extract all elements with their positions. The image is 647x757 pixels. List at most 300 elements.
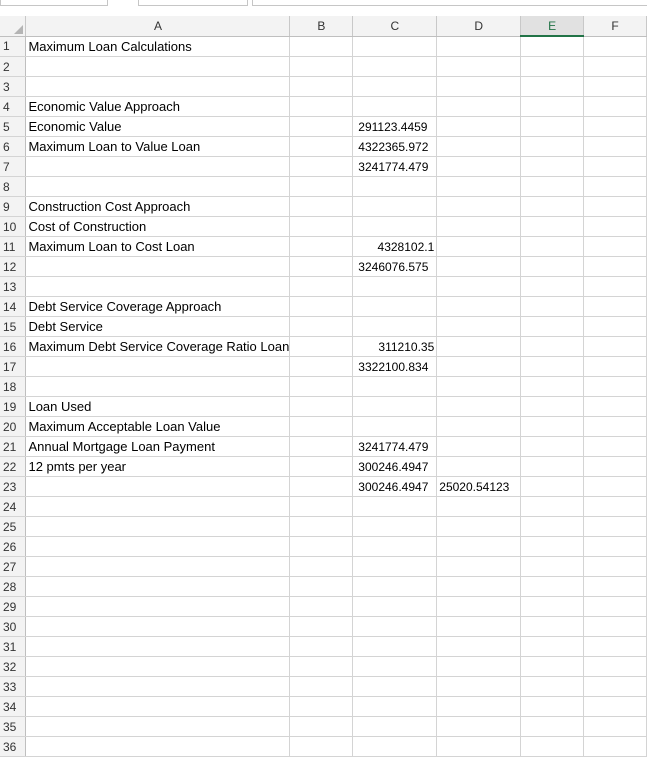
cell-f[interactable] (584, 97, 647, 117)
cell-b[interactable] (290, 257, 353, 277)
cell-b[interactable] (290, 637, 353, 657)
table-row (0, 537, 647, 557)
cell-e[interactable] (521, 457, 584, 477)
cell-e[interactable] (521, 617, 584, 637)
formula-bar-strip (0, 0, 647, 16)
cell-d[interactable] (437, 437, 521, 457)
cell-a[interactable] (26, 577, 290, 597)
cell-d[interactable] (437, 417, 521, 437)
cell-f[interactable] (584, 557, 647, 577)
cell-e[interactable] (521, 397, 584, 417)
cell-d[interactable] (437, 36, 521, 57)
cell-c[interactable] (353, 637, 437, 657)
cell-e[interactable] (521, 297, 584, 317)
cell-d[interactable] (437, 337, 521, 357)
cell-c[interactable] (353, 417, 437, 437)
cell-e[interactable] (521, 717, 584, 737)
cell-f[interactable] (584, 157, 647, 177)
cell-b[interactable] (290, 57, 353, 77)
cell-b[interactable] (290, 737, 353, 757)
cell-b[interactable] (290, 417, 353, 437)
cell-f[interactable] (584, 737, 647, 757)
cell-d[interactable] (437, 77, 521, 97)
row-header[interactable]: 20 (0, 417, 26, 437)
cell-c[interactable] (353, 177, 437, 197)
cell-d[interactable] (437, 197, 521, 217)
cell-b[interactable] (290, 397, 353, 417)
cell-d[interactable] (437, 577, 521, 597)
cell-a[interactable] (26, 57, 290, 77)
cell-e[interactable] (521, 537, 584, 557)
cell-b[interactable] (290, 197, 353, 217)
cell-f[interactable] (584, 637, 647, 657)
cell-c[interactable] (353, 217, 437, 237)
cell-e[interactable] (521, 697, 584, 717)
cell-e[interactable] (521, 217, 584, 237)
cell-b[interactable] (290, 277, 353, 297)
cell-b[interactable] (290, 437, 353, 457)
table-row (0, 477, 647, 497)
cell-a[interactable] (26, 457, 290, 477)
table-row (0, 417, 647, 437)
cell-f[interactable] (584, 36, 647, 57)
cell-a[interactable] (26, 477, 290, 497)
cell-a[interactable] (26, 217, 290, 237)
cell-b[interactable] (290, 717, 353, 737)
row-header[interactable]: 8 (0, 177, 26, 197)
cell-a[interactable] (26, 357, 290, 377)
cell-f[interactable] (584, 277, 647, 297)
cell-d[interactable] (437, 177, 521, 197)
cell-e[interactable] (521, 657, 584, 677)
name-box[interactable] (0, 0, 108, 6)
cell-d[interactable] (437, 677, 521, 697)
cell-text: Maximum Loan to Value Loan (28, 139, 201, 154)
cell-c[interactable] (353, 657, 437, 677)
cell-a[interactable] (26, 437, 290, 457)
table-row (0, 617, 647, 637)
cell-d[interactable] (437, 637, 521, 657)
row-header[interactable]: 1 (0, 36, 26, 57)
cell-f[interactable] (584, 497, 647, 517)
cell-text: 12 pmts per year (28, 459, 127, 474)
cell-f[interactable] (584, 237, 647, 257)
cell-b[interactable] (290, 577, 353, 597)
cell-a[interactable] (26, 317, 290, 337)
cell-c[interactable] (353, 57, 437, 77)
cell-c[interactable]: 3241774.479 (353, 437, 437, 457)
cell-a[interactable] (26, 557, 290, 577)
cell-b[interactable] (290, 77, 353, 97)
cell-b[interactable] (290, 657, 353, 677)
table-row (0, 57, 647, 77)
cell-b[interactable] (290, 357, 353, 377)
cell-f[interactable] (584, 77, 647, 97)
cell-a[interactable] (26, 657, 290, 677)
cell-b[interactable] (290, 36, 353, 57)
row-header[interactable]: 7 (0, 157, 26, 177)
cell-c[interactable] (353, 577, 437, 597)
cell-d[interactable] (437, 657, 521, 677)
row-header[interactable]: 12 (0, 257, 26, 277)
row-header[interactable]: 36 (0, 737, 26, 757)
cell-e[interactable] (521, 137, 584, 157)
cell-f[interactable] (584, 417, 647, 437)
table-row (0, 717, 647, 737)
cell-f[interactable] (584, 357, 647, 377)
row-header[interactable]: 19 (0, 397, 26, 417)
cell-c[interactable] (353, 737, 437, 757)
column-header-a[interactable]: A (26, 16, 290, 36)
table-row (0, 277, 647, 297)
cell-a[interactable] (26, 717, 290, 737)
cell-a[interactable] (26, 497, 290, 517)
cell-c[interactable] (353, 497, 437, 517)
table-row (0, 677, 647, 697)
cell-e[interactable] (521, 437, 584, 457)
cell-b[interactable] (290, 597, 353, 617)
cell-d[interactable] (437, 137, 521, 157)
cell-b[interactable] (290, 237, 353, 257)
cell-f[interactable] (584, 577, 647, 597)
cell-d[interactable] (437, 57, 521, 77)
cell-e[interactable] (521, 157, 584, 177)
cell-text: Economic Value Approach (28, 99, 180, 114)
cell-d[interactable] (437, 297, 521, 317)
cell-e[interactable] (521, 77, 584, 97)
table-row (0, 77, 647, 97)
cell-d[interactable] (437, 357, 521, 377)
cell-d[interactable] (437, 317, 521, 337)
table-row (0, 517, 647, 537)
cell-c[interactable] (353, 597, 437, 617)
cell-a[interactable] (26, 137, 290, 157)
cell-c[interactable] (353, 77, 437, 97)
row-header[interactable]: 9 (0, 197, 26, 217)
cell-f[interactable] (584, 177, 647, 197)
table-row (0, 197, 647, 217)
table-row (0, 497, 647, 517)
cell-f[interactable] (584, 297, 647, 317)
cell-e[interactable] (521, 97, 584, 117)
cell-c[interactable] (353, 277, 437, 297)
column-header-e[interactable]: E (521, 16, 584, 36)
formula-input[interactable] (252, 0, 647, 6)
row-header[interactable]: 15 (0, 317, 26, 337)
cell-f[interactable] (584, 197, 647, 217)
row-header[interactable]: 11 (0, 237, 26, 257)
row-header[interactable]: 21 (0, 437, 26, 457)
cell-e[interactable] (521, 357, 584, 377)
cell-e[interactable] (521, 177, 584, 197)
cell-c[interactable] (353, 397, 437, 417)
cell-b[interactable] (290, 697, 353, 717)
cell-e[interactable] (521, 197, 584, 217)
cell-f[interactable] (584, 397, 647, 417)
select-all-button[interactable] (0, 16, 26, 36)
row-header[interactable]: 31 (0, 637, 26, 657)
cell-a[interactable] (26, 617, 290, 637)
cell-c[interactable] (353, 537, 437, 557)
table-row (0, 257, 647, 277)
cell-c[interactable] (353, 617, 437, 637)
row-header[interactable]: 22 (0, 457, 26, 477)
row-header[interactable]: 5 (0, 117, 26, 137)
cell-e[interactable] (521, 317, 584, 337)
cell-e[interactable] (521, 57, 584, 77)
cell-b[interactable] (290, 217, 353, 237)
table-row (0, 457, 647, 477)
cell-b[interactable] (290, 97, 353, 117)
cell-c[interactable] (353, 317, 437, 337)
cell-c[interactable] (353, 677, 437, 697)
cell-e[interactable] (521, 557, 584, 577)
cell-d[interactable] (437, 117, 521, 137)
cell-c[interactable]: 311210.35 (353, 337, 437, 357)
cell-c[interactable] (353, 517, 437, 537)
row-header[interactable]: 26 (0, 537, 26, 557)
cell-f[interactable] (584, 477, 647, 497)
cell-a[interactable] (26, 337, 290, 357)
cell-text: Cost of Construction (28, 219, 147, 234)
cell-d[interactable] (437, 157, 521, 177)
cell-a[interactable] (26, 297, 290, 317)
row-header[interactable]: 3 (0, 77, 26, 97)
cell-f[interactable] (584, 617, 647, 637)
cell-d[interactable] (437, 737, 521, 757)
cell-e[interactable] (521, 637, 584, 657)
cell-c[interactable] (353, 36, 437, 57)
cell-f[interactable] (584, 217, 647, 237)
cell-e[interactable] (521, 257, 584, 277)
cell-d[interactable] (437, 377, 521, 397)
cell-f[interactable] (584, 597, 647, 617)
select-all-triangle-icon (14, 25, 23, 34)
table-row (0, 237, 647, 257)
cell-f[interactable] (584, 537, 647, 557)
cell-e[interactable] (521, 677, 584, 697)
row-header[interactable]: 32 (0, 657, 26, 677)
cell-d[interactable] (437, 217, 521, 237)
cell-c[interactable]: 3322100.834 (353, 357, 437, 377)
cell-f[interactable] (584, 257, 647, 277)
cell-d[interactable] (437, 617, 521, 637)
cell-c[interactable]: 291123.4459 (353, 117, 437, 137)
table-row (0, 117, 647, 137)
table-row (0, 577, 647, 597)
cell-c[interactable] (353, 697, 437, 717)
cell-a[interactable] (26, 117, 290, 137)
cell-c[interactable] (353, 377, 437, 397)
column-header-f[interactable]: F (584, 16, 647, 36)
row-header[interactable]: 13 (0, 277, 26, 297)
table-row (0, 357, 647, 377)
cell-a[interactable] (26, 517, 290, 537)
cell-b[interactable] (290, 377, 353, 397)
cell-a[interactable] (26, 157, 290, 177)
cell-b[interactable] (290, 297, 353, 317)
cell-c[interactable] (353, 297, 437, 317)
cell-text: Maximum Acceptable Loan Value (28, 419, 221, 434)
row-header[interactable]: 23 (0, 477, 26, 497)
cell-d[interactable] (437, 97, 521, 117)
cell-text: Economic Value (28, 119, 122, 134)
table-row (0, 337, 647, 357)
cell-a[interactable] (26, 277, 290, 297)
cell-text: Annual Mortgage Loan Payment (28, 439, 215, 454)
cell-a[interactable] (26, 36, 290, 57)
cell-b[interactable] (290, 537, 353, 557)
row-header[interactable]: 35 (0, 717, 26, 737)
cell-f[interactable] (584, 697, 647, 717)
cell-d[interactable] (437, 597, 521, 617)
cell-f[interactable] (584, 677, 647, 697)
cell-f[interactable] (584, 717, 647, 737)
cell-a[interactable] (26, 237, 290, 257)
cell-a[interactable] (26, 417, 290, 437)
row-header[interactable]: 6 (0, 137, 26, 157)
column-header-d[interactable]: D (437, 16, 521, 36)
row-header[interactable]: 10 (0, 217, 26, 237)
cell-e[interactable] (521, 377, 584, 397)
cell-f[interactable] (584, 437, 647, 457)
cell-d[interactable] (437, 237, 521, 257)
cell-text: Construction Cost Approach (28, 199, 191, 214)
row-header[interactable]: 27 (0, 557, 26, 577)
cell-a[interactable] (26, 197, 290, 217)
table-row (0, 637, 647, 657)
cell-a[interactable] (26, 597, 290, 617)
row-header[interactable]: 14 (0, 297, 26, 317)
cell-e[interactable] (521, 36, 584, 57)
spreadsheet-grid (0, 16, 647, 757)
cell-a[interactable] (26, 537, 290, 557)
cell-c[interactable] (353, 557, 437, 577)
cell-b[interactable] (290, 677, 353, 697)
table-row (0, 557, 647, 577)
cell-b[interactable] (290, 557, 353, 577)
formula-bar-button[interactable] (138, 0, 248, 6)
cell-f[interactable] (584, 317, 647, 337)
row-header[interactable]: 4 (0, 97, 26, 117)
cell-a[interactable] (26, 77, 290, 97)
cell-b[interactable] (290, 117, 353, 137)
cell-e[interactable] (521, 577, 584, 597)
cell-e[interactable] (521, 277, 584, 297)
row-header[interactable]: 28 (0, 577, 26, 597)
cell-e[interactable] (521, 737, 584, 757)
cell-a[interactable] (26, 177, 290, 197)
cell-f[interactable] (584, 117, 647, 137)
cell-e[interactable] (521, 597, 584, 617)
row-header[interactable]: 17 (0, 357, 26, 377)
cell-a[interactable] (26, 637, 290, 657)
cell-f[interactable] (584, 137, 647, 157)
cell-a[interactable] (26, 97, 290, 117)
row-header[interactable]: 29 (0, 597, 26, 617)
cell-e[interactable] (521, 237, 584, 257)
cell-b[interactable] (290, 137, 353, 157)
table-row (0, 36, 647, 57)
cell-b[interactable] (290, 477, 353, 497)
cell-d[interactable] (437, 537, 521, 557)
cell-b[interactable] (290, 457, 353, 477)
cell-b[interactable] (290, 317, 353, 337)
cell-f[interactable] (584, 517, 647, 537)
row-header[interactable]: 33 (0, 677, 26, 697)
row-header[interactable]: 2 (0, 57, 26, 77)
cell-d[interactable] (437, 277, 521, 297)
cell-a[interactable] (26, 737, 290, 757)
cell-d[interactable] (437, 257, 521, 277)
cell-b[interactable] (290, 517, 353, 537)
cell-b[interactable] (290, 177, 353, 197)
cell-d[interactable] (437, 397, 521, 417)
cell-c[interactable]: 300246.4947 (353, 457, 437, 477)
cell-e[interactable] (521, 117, 584, 137)
cell-a[interactable] (26, 377, 290, 397)
cell-d[interactable] (437, 697, 521, 717)
cell-d[interactable] (437, 457, 521, 477)
table-row (0, 377, 647, 397)
row-header[interactable]: 25 (0, 517, 26, 537)
cell-d[interactable]: 25020.54123 (437, 477, 521, 497)
cell-a[interactable] (26, 257, 290, 277)
cell-e[interactable] (521, 477, 584, 497)
cell-c[interactable]: 300246.4947 (353, 477, 437, 497)
cell-text: Maximum Debt Service Coverage Ratio Loan (28, 339, 290, 354)
cell-b[interactable] (290, 497, 353, 517)
cell-c[interactable]: 4328102.1 (353, 237, 437, 257)
cell-text: Debt Service Coverage Approach (28, 299, 222, 314)
cell-b[interactable] (290, 157, 353, 177)
column-header-b[interactable]: B (290, 16, 353, 36)
cell-f[interactable] (584, 457, 647, 477)
cell-e[interactable] (521, 497, 584, 517)
cell-a[interactable] (26, 397, 290, 417)
cell-c[interactable] (353, 717, 437, 737)
cell-c[interactable]: 3241774.479 (353, 157, 437, 177)
cell-d[interactable] (437, 517, 521, 537)
cell-d[interactable] (437, 557, 521, 577)
table-row (0, 657, 647, 677)
cell-c[interactable]: 3246076.575 (353, 257, 437, 277)
column-header-c[interactable]: C (353, 16, 437, 36)
cell-f[interactable] (584, 337, 647, 357)
row-header[interactable]: 24 (0, 497, 26, 517)
cell-c[interactable] (353, 97, 437, 117)
cell-b[interactable] (290, 617, 353, 637)
cell-b[interactable] (290, 337, 353, 357)
cell-a[interactable] (26, 697, 290, 717)
cell-d[interactable] (437, 497, 521, 517)
cell-e[interactable] (521, 517, 584, 537)
cell-a[interactable] (26, 677, 290, 697)
cell-c[interactable] (353, 197, 437, 217)
cell-f[interactable] (584, 657, 647, 677)
cell-e[interactable] (521, 417, 584, 437)
cell-f[interactable] (584, 57, 647, 77)
cell-e[interactable] (521, 337, 584, 357)
row-header[interactable]: 34 (0, 697, 26, 717)
cell-c[interactable]: 4322365.972 (353, 137, 437, 157)
cell-f[interactable] (584, 377, 647, 397)
row-header[interactable]: 18 (0, 377, 26, 397)
table-row (0, 437, 647, 457)
row-header[interactable]: 30 (0, 617, 26, 637)
cell-d[interactable] (437, 717, 521, 737)
row-header[interactable]: 16 (0, 337, 26, 357)
